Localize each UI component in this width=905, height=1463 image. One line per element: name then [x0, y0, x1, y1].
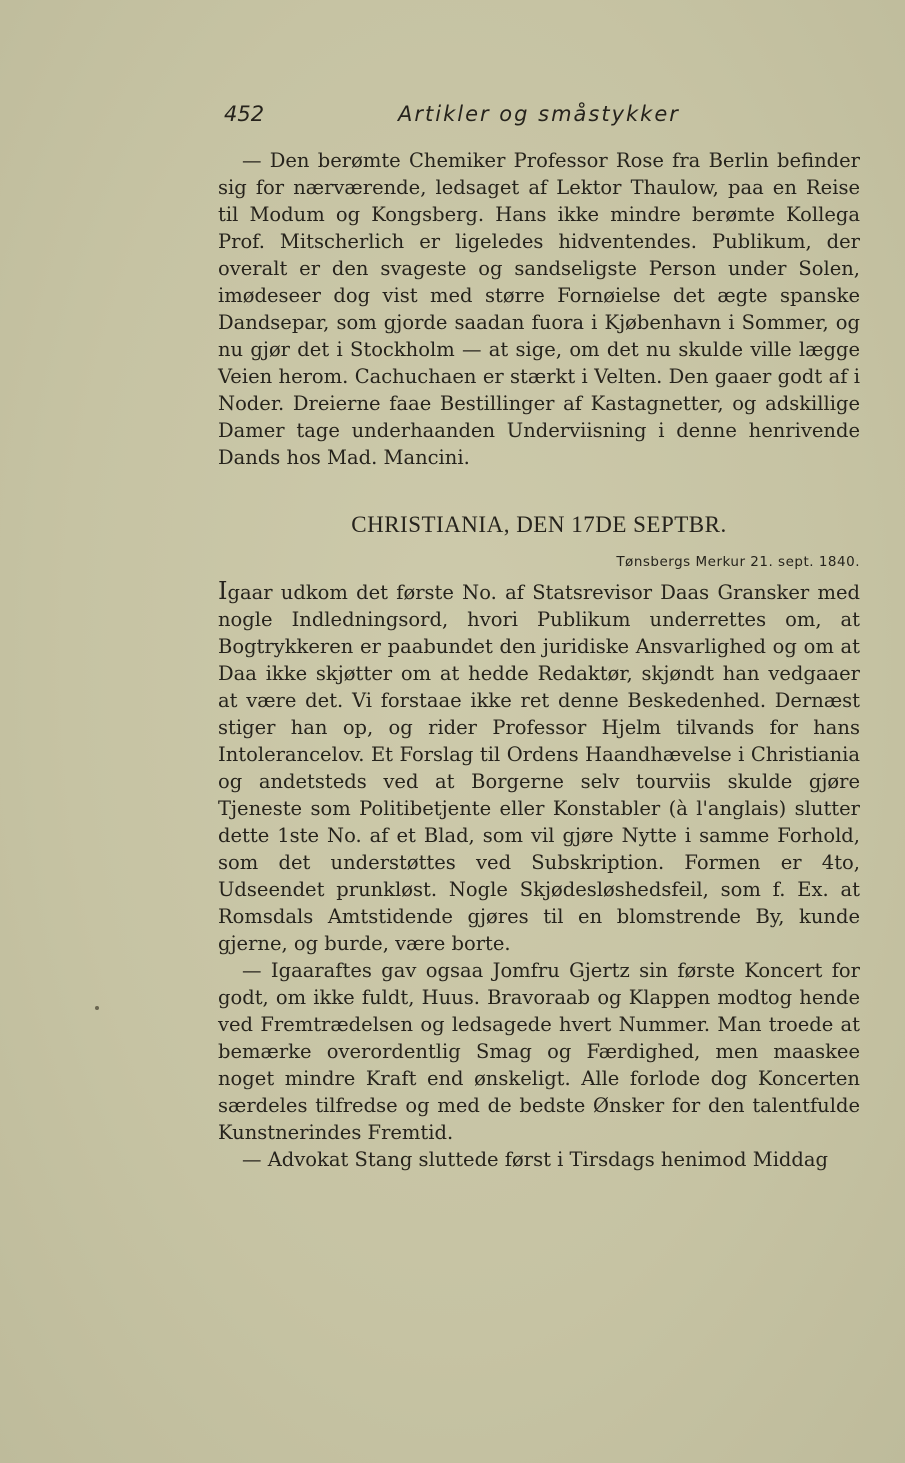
section-heading: CHRISTIANIA, DEN 17DE SEPTBR.	[351, 512, 727, 537]
paragraph: — Igaaraftes gav ogsaa Jomfru Gjertz sin første Koncert for godt, om ikke fuldt, Huus. Bravoraab og Klappen modtog hende ved Fremtrædelsen og ledsagede hvert Nummer. Man troede at bemærke overordentlig Smag og Færdighed, men maaskee noget mindre Kraft end ønskeligt. Alle forlode dog Koncerten særdeles tilfredse og med de bedste Ønsker for den talentfulde Kunstnerindes Fremtid.	[218, 959, 860, 1144]
page-number: 452	[224, 102, 265, 126]
paper-speck	[95, 1006, 99, 1010]
paragraph	[218, 578, 860, 957]
page-header	[218, 100, 860, 134]
paragraph: — Den berømte Chemiker Professor Rose fra Berlin befinder sig for nærværende, ledsaget af Lektor Thaulow, paa en Reise til Modum og Kongsberg. Hans ikke mindre berømte Kollega Prof. Mitscherlich er ligeledes hidventendes. Publikum, der overalt er den svageste og sandseligste Person under Solen, imødeseer dog vist med større Fornøielse det ægte spanske Dandsepar, som gjorde saadan fuora i Kjøbenhavn i Sommer, og nu gjør det i Stockholm — at sige, om det nu skulde ville lægge Veien herom. Cachuchaen er stærkt i Velten. Den gaaer godt af i Noder. Dreierne faae Bestillinger af Kastagnetter, og adskillige Damer tage underhaanden Underviisning i denne henrivende Dands hos Mad. Mancini.	[218, 149, 860, 469]
initial-letter: I	[218, 577, 228, 605]
running-title: Artikler og småstykker	[398, 102, 680, 126]
paragraph: — Advokat Stang sluttede først i Tirsdags henimod Middag	[242, 1148, 828, 1171]
paragraph-text: gaar udkom det første No. af Statsrevisor Daas Gransker med nogle Indledningsord, hvori Publikum underrettes om, at Bogtrykkeren er paabundet den juridiske Ansvarlighed og om at Daa ikke skjøtter om at hedde Redaktør, skjøndt han vedgaaer at være det. Vi forstaae ikke ret denne Beskedenhed. Dernæst stiger han op, og rider Professor Hjelm tilvands for hans Intolerancelov. Et Forslag til Ordens Haandhævelse i Christiania og andetsteds ved at Borgerne selv tourviis skulde gjøre Tjeneste som Politibetjente eller Konstabler (à l'anglais) slutter dette 1ste No. af et Blad, som vil gjøre Nytte i samme Forhold, som det understøttes ved Subskription. Formen er 4to, Udseendet prunkløst. Nogle Skjødesløshedsfeil, som f. Ex. at Romsdals Amtstidende gjøres til en blomstrende By, kunde gjerne, og burde, være borte.	[218, 581, 860, 955]
source-citation: Tønsbergs Merkur 21. sept. 1840.	[616, 554, 860, 570]
article-block-2	[218, 578, 860, 1173]
article-block-1	[218, 147, 860, 471]
